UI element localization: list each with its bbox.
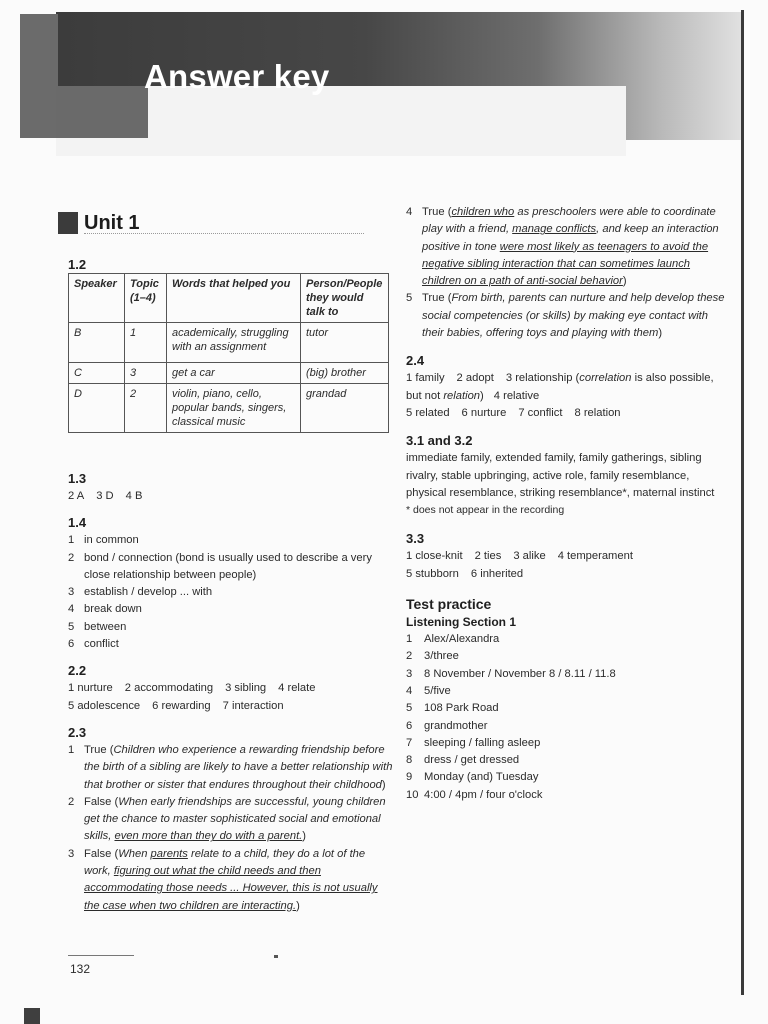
list-item <box>68 846 394 915</box>
answer: 8 relation <box>574 406 621 419</box>
section-3-3-line <box>406 566 732 583</box>
item-text: True (Children who experience a rewarding friendship before the birth of a sibling are likely to have a better relationship with that brother or sister that endures throughout their childhood) <box>84 743 393 791</box>
section-heading: 1.2 <box>68 257 87 272</box>
answer: 6 nurture <box>461 406 507 419</box>
item-text: 5/five <box>424 684 451 697</box>
item-quote: Children who experience a rewarding friendship before the birth of a sibling are likely to have a better relationship with that brother or sister that endures throughout their childhood <box>84 743 393 791</box>
item-text: 8 November / November 8 / 8.11 / 11.8 <box>424 667 616 680</box>
list-item <box>406 752 732 769</box>
item-text: Alex/Alexandra <box>424 633 500 646</box>
answer: 1 nurture <box>68 682 113 695</box>
answer-italic: correlation <box>579 372 632 385</box>
section-3-3-line <box>406 548 732 565</box>
answer: 4 temperament <box>557 550 633 563</box>
answer: is also possible, but not <box>406 372 714 402</box>
list-item <box>406 700 732 717</box>
table-cell: 3 <box>125 363 167 384</box>
item-number: 3 <box>68 586 75 599</box>
item-text: False (When early friendships are successful, young children get the chance to master sophisticated social and emotional skills, even more than they do with a parent.) <box>84 795 386 843</box>
item-text: in common <box>84 534 139 547</box>
answer: 5 stubborn <box>406 567 459 580</box>
scan-mark <box>274 955 278 958</box>
item-quote: From birth, parents can nurture and help develop these social competencies (or skills) by making eye contact with their babies, offering toys and playing with them <box>422 292 725 340</box>
list-item <box>68 584 394 601</box>
item-number: 5 <box>406 702 413 715</box>
item-quote: When early friendships are successful, young children get the chance to master sophisticated social and emotional skills, <box>84 795 386 843</box>
item-quote: as preschoolers were able to coordinate play with a friend, <box>422 206 716 236</box>
header-gray-block <box>56 86 148 138</box>
answer: 7 interaction <box>222 699 284 712</box>
list-item <box>68 636 394 653</box>
item-number: 3 <box>406 667 413 680</box>
item-number: 5 <box>68 620 75 633</box>
answer: ) <box>480 389 484 402</box>
item-text: break down <box>84 603 142 616</box>
item-text: bond / connection (bond is usually used to describe a very close relationship between people) <box>84 551 372 581</box>
list-item <box>406 204 732 290</box>
section-2-4-text <box>406 370 732 405</box>
answer: 2 ties <box>474 550 502 563</box>
answer: 3 relationship ( <box>505 372 580 385</box>
item-quote-underlined: parents <box>150 847 188 860</box>
item-number: 6 <box>406 719 413 732</box>
section-1-3-answers <box>68 488 394 505</box>
item-label: True <box>84 743 107 756</box>
item-number: 5 <box>406 292 413 305</box>
item-text: between <box>84 620 127 633</box>
section-heading: 3.3 <box>406 531 425 547</box>
header-left-block <box>20 14 58 138</box>
item-text: Monday (and) Tuesday <box>424 771 539 784</box>
section-heading: 2.4 <box>406 353 425 369</box>
list-item <box>406 769 732 786</box>
table-header-cell: Words that helped you <box>167 274 301 323</box>
item-number: 7 <box>406 736 413 749</box>
answer: 3 alike <box>513 550 546 563</box>
table-header-row <box>69 274 389 323</box>
left-column <box>68 470 394 915</box>
item-text: grandmother <box>424 719 488 732</box>
list-item <box>68 532 394 549</box>
section-heading: 2.2 <box>68 663 87 679</box>
item-label: False <box>84 847 112 860</box>
table-header-cell: Speaker <box>69 274 125 323</box>
answer: 6 inherited <box>470 567 524 580</box>
list-item <box>406 735 732 752</box>
item-number: 6 <box>68 638 75 651</box>
table-cell: 2 <box>125 384 167 433</box>
answer: 6 rewarding <box>152 699 211 712</box>
answer: 4 relate <box>278 682 316 695</box>
list-item <box>68 794 394 846</box>
corner-block <box>24 1008 40 1024</box>
unit-marker <box>58 212 78 234</box>
list-item <box>406 666 732 683</box>
table-cell: academically, struggling with an assignment <box>167 323 301 363</box>
table-cell: B <box>69 323 125 363</box>
answer: 5 related <box>406 406 450 419</box>
section-heading: 1.4 <box>68 515 87 531</box>
table-cell: D <box>69 384 125 433</box>
page-edge-shadow <box>741 10 744 995</box>
table-row <box>69 363 389 384</box>
answer: 1 family <box>406 372 445 385</box>
item-text: establish / develop ... with <box>84 586 213 599</box>
section-2-2-line <box>68 698 394 715</box>
section-2-4-line <box>406 405 732 422</box>
item-number: 4 <box>406 684 413 697</box>
item-text: True (From birth, parents can nurture and help develop these social competencies (or skills) by making eye contact with their babies, offering toys and playing with them) <box>422 292 725 340</box>
answer: 2 adopt <box>456 372 494 385</box>
table-row <box>69 323 389 363</box>
table-header-cell: Topic (1–4) <box>125 274 167 323</box>
list-item <box>406 683 732 700</box>
section-3-1-note: * does not appear in the recording <box>406 504 565 517</box>
item-quote: relate to a child, they do a lot of the work, <box>84 847 366 878</box>
table-cell: (big) brother <box>301 363 389 384</box>
item-label: False <box>84 795 112 808</box>
item-text: dress / get dressed <box>424 754 520 767</box>
item-quote-underlined: figuring out what the child needs and then accommodating those needs ... However, this is not usually the case when two children are interacting. <box>84 865 378 912</box>
item-text: True (children who as preschoolers were able to coordinate play with a friend, manage conflicts, and keep an interaction positive in tone were most likely as teenagers to avoid the negative sibling interaction that can sometimes launch children on a path of anti-social behavior) <box>422 206 719 288</box>
section-3-1-text: immediate family, extended family, family gatherings, sibling rivalry, stable upbringing, active role, family resemblance, physical resemblance, striking resemblance*, maternal instinct <box>406 452 715 499</box>
answer-italic: relation <box>443 389 481 402</box>
table-row <box>69 384 389 433</box>
item-text: sleeping / falling asleep <box>424 736 541 749</box>
item-quote: , and keep an interaction positive in tone <box>422 223 719 253</box>
list-item <box>406 718 732 735</box>
item-number: 9 <box>406 771 413 784</box>
answer: 2 A <box>68 490 85 502</box>
answer: 1 close-knit <box>406 550 463 563</box>
item-text: False (When parents relate to a child, they do a lot of the work, figuring out what the child needs and then accommodating those needs ... However, this is not usually the case when two children are interacting.) <box>84 847 378 912</box>
footer-rule <box>68 955 134 956</box>
answer: 4 B <box>125 490 143 502</box>
item-number: 4 <box>68 603 75 616</box>
list-item <box>406 787 732 804</box>
item-quote-underlined: children who <box>451 206 515 218</box>
item-number: 1 <box>406 633 413 646</box>
section-1-2-heading-wrap <box>68 256 86 274</box>
table-cell: get a car <box>167 363 301 384</box>
page-title: Answer key <box>144 58 330 95</box>
table-cell: 1 <box>125 323 167 363</box>
answer: 5 adolescence <box>68 699 141 712</box>
item-quote: When <box>118 847 151 860</box>
section-1-2-table <box>68 273 389 433</box>
list-item <box>68 601 394 618</box>
table-cell: grandad <box>301 384 389 433</box>
item-text: 3/three <box>424 650 459 663</box>
list-item <box>68 619 394 636</box>
list-item <box>406 290 732 342</box>
item-label: True <box>422 206 445 218</box>
item-label: True <box>422 292 445 305</box>
item-number: 2 <box>68 795 75 808</box>
item-quote-underlined: even more than they do with a parent. <box>114 830 303 843</box>
item-number: 4 <box>406 206 413 218</box>
list-item <box>406 648 732 665</box>
section-heading: Test practice <box>406 596 492 613</box>
table-cell: tutor <box>301 323 389 363</box>
item-quote-underlined: manage conflicts <box>512 223 597 236</box>
list-item <box>68 550 394 585</box>
answer: 7 conflict <box>518 406 563 419</box>
list-item <box>406 631 732 648</box>
item-text: 108 Park Road <box>424 702 499 715</box>
item-number: 2 <box>68 551 75 564</box>
section-heading: 1.3 <box>68 471 87 486</box>
section-heading: 2.3 <box>68 724 87 740</box>
item-number: 1 <box>68 534 75 547</box>
right-column <box>406 204 732 804</box>
table-header-cell: Person/People they would talk to <box>301 274 389 323</box>
section-2-2-line <box>68 680 394 697</box>
section-heading: 3.1 and 3.2 <box>406 433 473 449</box>
unit-heading: Unit 1 <box>84 212 140 234</box>
item-number: 8 <box>406 754 413 767</box>
item-number: 2 <box>406 650 413 663</box>
item-number: 1 <box>68 743 75 756</box>
page-number: 132 <box>70 962 91 976</box>
unit-divider <box>84 233 364 234</box>
item-quote-underlined: were most likely as teenagers to avoid the negative sibling interaction that can sometimes launch children on a path of anti-social behavior <box>422 240 709 288</box>
section-subheading: Listening Section 1 <box>406 615 517 630</box>
answer: 3 sibling <box>225 682 267 695</box>
answer: 4 relative <box>493 389 540 402</box>
table-cell: C <box>69 363 125 384</box>
item-number: 3 <box>68 847 75 860</box>
answer: 3 D <box>96 490 114 502</box>
item-text: 4:00 / 4pm / four o'clock <box>424 788 543 801</box>
answer: 2 accommodating <box>124 682 214 695</box>
item-number: 10 <box>406 788 419 801</box>
list-item <box>68 742 394 794</box>
table-cell: violin, piano, cello, popular bands, singers, classical music <box>167 384 301 433</box>
item-text: conflict <box>84 638 119 651</box>
